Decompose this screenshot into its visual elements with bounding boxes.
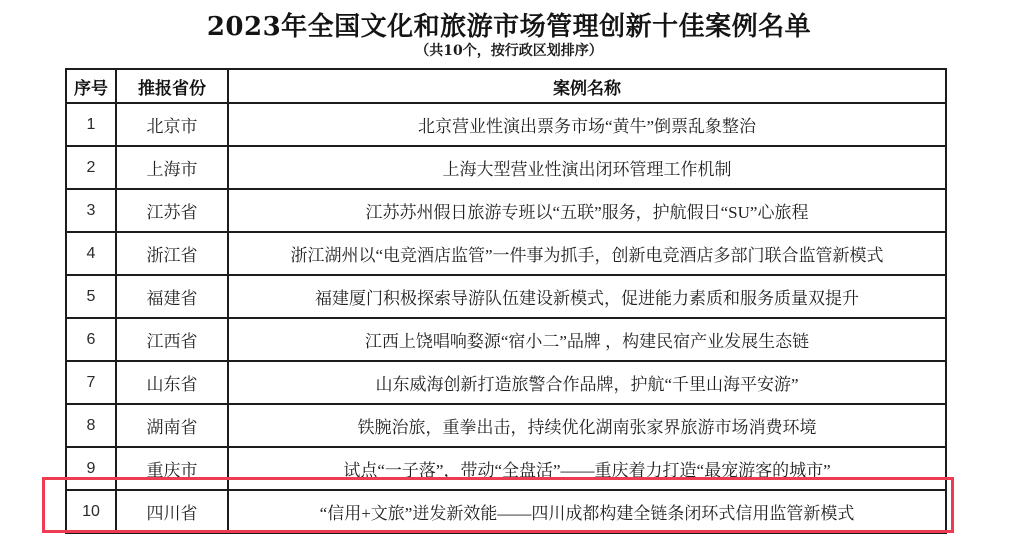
cell-province: 福建省 <box>116 275 228 318</box>
cell-no: 5 <box>66 275 116 318</box>
cell-province: 四川省 <box>116 490 228 533</box>
cell-no: 2 <box>66 146 116 189</box>
header-cell-case: 案例名称 <box>228 69 946 103</box>
table-row <box>66 146 946 189</box>
cell-case: 北京营业性演出票务市场“黄牛”倒票乱象整治 <box>228 103 946 146</box>
table-row <box>66 361 946 404</box>
cell-no: 10 <box>66 490 116 533</box>
cell-no: 1 <box>66 103 116 146</box>
cell-case: “信用+文旅”迸发新效能——四川成都构建全链条闭环式信用监管新模式 <box>228 490 946 533</box>
table-row-highlighted <box>66 490 946 533</box>
table-row <box>66 103 946 146</box>
cell-province: 上海市 <box>116 146 228 189</box>
cell-no: 6 <box>66 318 116 361</box>
cell-case: 铁腕治旅，重拳出击，持续优化湖南张家界旅游市场消费环境 <box>228 404 946 447</box>
table-row <box>66 275 946 318</box>
cell-case: 江西上饶唱响婺源“宿小二”品牌 ，构建民宿产业发展生态链 <box>228 318 946 361</box>
cell-province: 山东省 <box>116 361 228 404</box>
cell-province: 湖南省 <box>116 404 228 447</box>
cell-case: 江苏苏州假日旅游专班以“五联”服务，护航假日“SU”心旅程 <box>228 189 946 232</box>
cell-case: 浙江湖州以“电竞酒店监管”一件事为抓手，创新电竞酒店多部门联合监管新模式 <box>228 232 946 275</box>
cell-no: 4 <box>66 232 116 275</box>
cell-province: 北京市 <box>116 103 228 146</box>
header-cell-province: 推报省份 <box>116 69 228 103</box>
cell-province: 浙江省 <box>116 232 228 275</box>
cell-province: 江苏省 <box>116 189 228 232</box>
cell-no: 9 <box>66 447 116 490</box>
page-title: 2023年全国文化和旅游市场管理创新十佳案例名单 <box>206 12 812 42</box>
cell-province: 重庆市 <box>116 447 228 490</box>
cell-no: 7 <box>66 361 116 404</box>
page-subtitle: （共10个，按行政区划排序） <box>415 43 603 59</box>
cell-case: 试点“一子落”，带动“全盘活”——重庆着力打造“最宠游客的城市” <box>228 447 946 490</box>
cell-case: 福建厦门积极探索导游队伍建设新模式，促进能力素质和服务质量双提升 <box>228 275 946 318</box>
table-row <box>66 189 946 232</box>
table-row <box>66 447 946 490</box>
cell-no: 3 <box>66 189 116 232</box>
header-cell-no: 序号 <box>66 69 116 103</box>
table-row <box>66 404 946 447</box>
table-header-row <box>66 69 946 103</box>
cell-case: 山东威海创新打造旅警合作品牌，护航“千里山海平安游” <box>228 361 946 404</box>
cell-no: 8 <box>66 404 116 447</box>
table-row <box>66 232 946 275</box>
cell-case: 上海大型营业性演出闭环管理工作机制 <box>228 146 946 189</box>
cases-table <box>65 68 947 534</box>
table-row <box>66 318 946 361</box>
cell-province: 江西省 <box>116 318 228 361</box>
